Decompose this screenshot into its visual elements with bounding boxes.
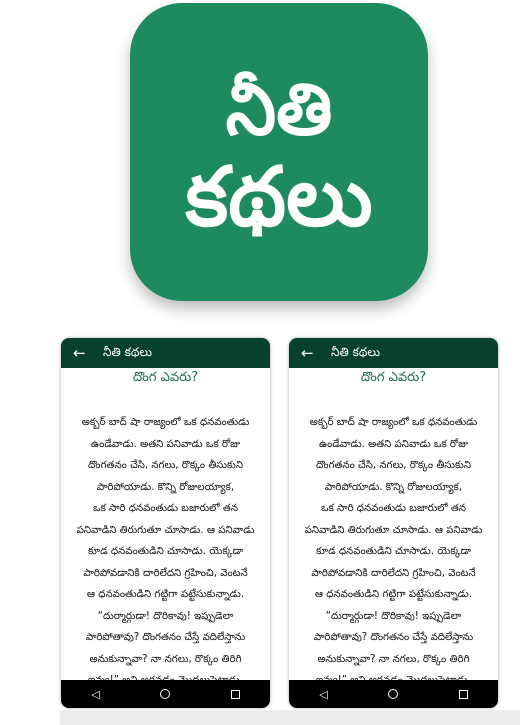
- story-text: [295, 412, 492, 692]
- story-line: పనివాడిని తిరుగుతూ చూసాడు. ఆ పనివాడు: [76, 524, 255, 536]
- arrow-left-icon[interactable]: ←: [73, 343, 86, 362]
- toolbar-title: నీతి కథలు: [331, 344, 381, 359]
- story-title: దొంగ ఎవరు?: [132, 370, 199, 385]
- story-line: పారిపోతావు? దొంగతనం చేస్తే వదిలేస్తాను: [313, 632, 474, 643]
- toolbar: [289, 338, 498, 368]
- story-line: అక్బర్ బాద్ షా రాజ్యంలో ఒక ధనవంతుడు: [309, 417, 478, 428]
- app-icon-text-line2: కథలు: [185, 150, 373, 245]
- story-line: ఉండేవాడు. అతని పనివాడు ఒక రోజు: [91, 438, 240, 450]
- system-navbar: [61, 680, 270, 708]
- square-recents-icon[interactable]: [231, 690, 240, 699]
- story-line: పారిపోతావు? దొంగతనం చేస్తే వదిలేస్తాను: [85, 632, 246, 643]
- story-line: పారిపోయాడు. కొన్ని రోజులయ్యాక,: [96, 481, 235, 493]
- story-line: పారిపోవడానికి దారిలేదని గ్రహించి, వెంటనే: [83, 567, 248, 579]
- story-line: దొంగతనం చేసి, నగలు, రొక్కం తీసుకుని: [316, 460, 471, 471]
- story-line: ఒక సారి ధనవంతుడు బజారులో తన: [93, 503, 238, 514]
- story-line: పారిపోయాడు. కొన్ని రోజులయ్యాక,: [324, 481, 463, 493]
- story-line: అనుకున్నావా? నా నగలు, రొక్కం తిరిగి: [89, 653, 242, 665]
- story-content: [61, 370, 270, 692]
- phone-screenshot-right: [289, 338, 498, 708]
- app-icon-text-line1: నీతి: [225, 67, 333, 151]
- story-line: ఆ ధనవంతుడిని గట్టిగా పట్టేసుకున్నాడు.: [314, 589, 473, 600]
- system-navbar: [289, 680, 498, 708]
- story-line: “దుర్మార్గుడా! దొరికావు! ఇప్పుడెలా: [97, 610, 234, 622]
- story-line: కూడ ధనవంతుడిని చూసాడు. యెక్కడా: [315, 546, 472, 557]
- toolbar-title: నీతి కథలు: [103, 344, 153, 359]
- story-line: పనివాడిని తిరుగుతూ చూసాడు. ఆ పనివాడు: [304, 524, 483, 536]
- story-line: ఉండేవాడు. అతని పనివాడు ఒక రోజు: [319, 438, 468, 450]
- arrow-left-icon[interactable]: ←: [301, 343, 314, 362]
- phone-screenshot-left: [61, 338, 270, 708]
- square-recents-icon[interactable]: [459, 690, 468, 699]
- story-line: అక్బర్ బాద్ షా రాజ్యంలో ఒక ధనవంతుడు: [81, 417, 250, 428]
- story-line: ఆ ధనవంతుడిని గట్టిగా పట్టేసుకున్నాడు.: [86, 589, 245, 600]
- triangle-back-icon[interactable]: ◁: [319, 687, 328, 701]
- circle-home-icon[interactable]: [388, 689, 398, 699]
- story-content: [289, 370, 498, 692]
- story-line: పారిపోవడానికి దారిలేదని గ్రహించి, వెంటనే: [311, 567, 476, 579]
- circle-home-icon[interactable]: [160, 689, 170, 699]
- story-line: దొంగతనం చేసి, నగలు, రొక్కం తీసుకుని: [88, 460, 243, 471]
- bottom-divider: [60, 710, 520, 725]
- triangle-back-icon[interactable]: ◁: [91, 687, 100, 701]
- story-line: అనుకున్నావా? నా నగలు, రొక్కం తిరిగి: [317, 653, 470, 665]
- story-line: ఒక సారి ధనవంతుడు బజారులో తన: [321, 503, 466, 514]
- story-line: కూడ ధనవంతుడిని చూసాడు. యెక్కడా: [87, 546, 244, 557]
- story-title: దొంగ ఎవరు?: [360, 370, 427, 385]
- toolbar: [61, 338, 270, 368]
- story-text: [67, 412, 264, 692]
- story-line: “దుర్మార్గుడా! దొరికావు! ఇప్పుడెలా: [325, 610, 462, 622]
- app-icon: [130, 3, 428, 301]
